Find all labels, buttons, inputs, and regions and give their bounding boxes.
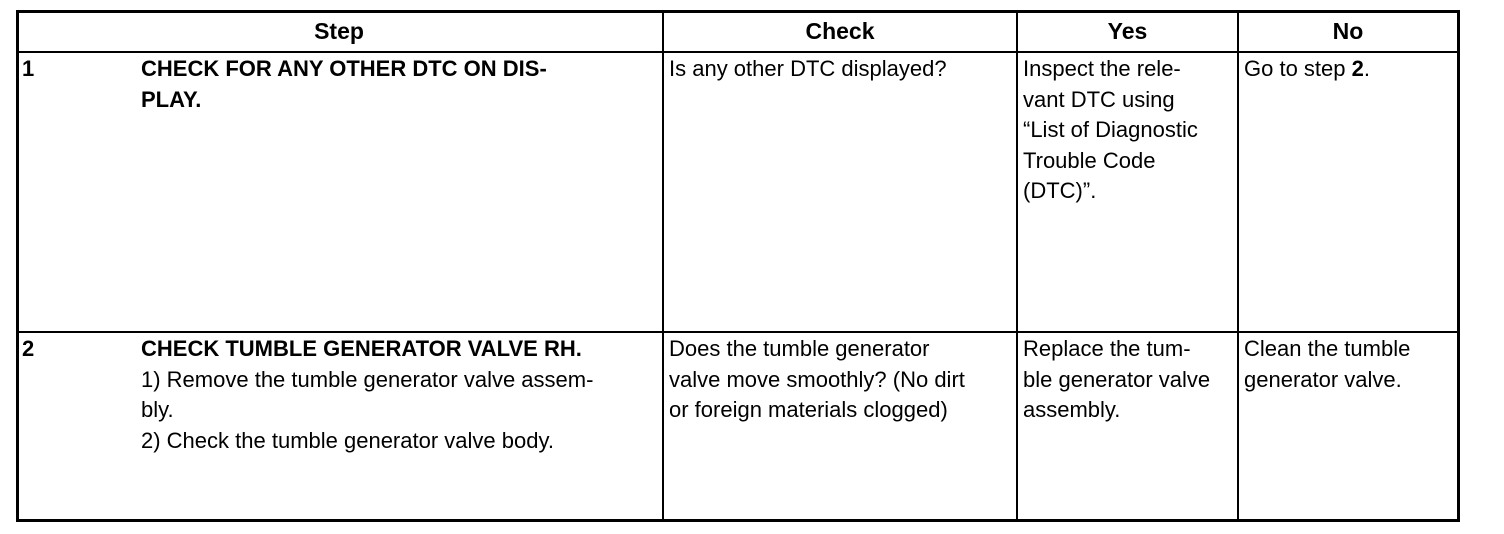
- yes-text-line: “List of Diagnostic: [1023, 117, 1198, 142]
- step-title-line: CHECK TUMBLE GENERATOR VALVE RH.: [141, 336, 582, 361]
- step-substep-line: 1) Remove the tumble generator valve assem-: [141, 366, 594, 392]
- check-text-line: valve move smoothly? (No dirt: [669, 366, 965, 392]
- check-text-line: Is any other DTC displayed?: [669, 56, 947, 81]
- yes-text-line: Inspect the rele-: [1023, 56, 1181, 81]
- column-divider-no: [1237, 10, 1239, 522]
- no-text-line: Clean the tumble: [1244, 336, 1411, 361]
- no-text-prefix: Go to step: [1244, 56, 1352, 81]
- no-step-ref: 2: [1351, 56, 1364, 81]
- no-text-line: generator valve.: [1244, 366, 1402, 392]
- row-divider: [16, 331, 1460, 333]
- check-text-line: or foreign materials clogged): [669, 397, 948, 422]
- yes-text-line: (DTC)”.: [1023, 178, 1097, 203]
- step-title-line: CHECK FOR ANY OTHER DTC ON DIS-: [141, 56, 547, 81]
- header-step: Step: [314, 18, 364, 44]
- header-divider: [16, 51, 1460, 53]
- step-number: 1: [22, 56, 35, 81]
- yes-text-line: vant DTC using: [1023, 86, 1175, 112]
- yes-text-line: ble generator valve: [1023, 366, 1211, 392]
- step-number: 2: [22, 336, 35, 361]
- yes-text-line: Replace the tum-: [1023, 336, 1191, 361]
- column-divider-check: [662, 10, 664, 522]
- step-substep-line: 2) Check the tumble generator valve body.: [141, 427, 554, 453]
- header-yes: Yes: [1107, 18, 1148, 44]
- check-text-line: Does the tumble generator: [669, 336, 930, 361]
- yes-text-line: Trouble Code: [1023, 147, 1156, 173]
- header-no: No: [1332, 18, 1364, 44]
- step-substep-line: bly.: [141, 397, 174, 422]
- no-text-line: [1244, 54, 1370, 85]
- column-divider-yes: [1016, 10, 1018, 522]
- no-text-suffix: .: [1363, 56, 1370, 81]
- step-title-line: PLAY.: [141, 86, 202, 112]
- yes-text-line: assembly.: [1023, 397, 1121, 422]
- header-check: Check: [805, 18, 875, 44]
